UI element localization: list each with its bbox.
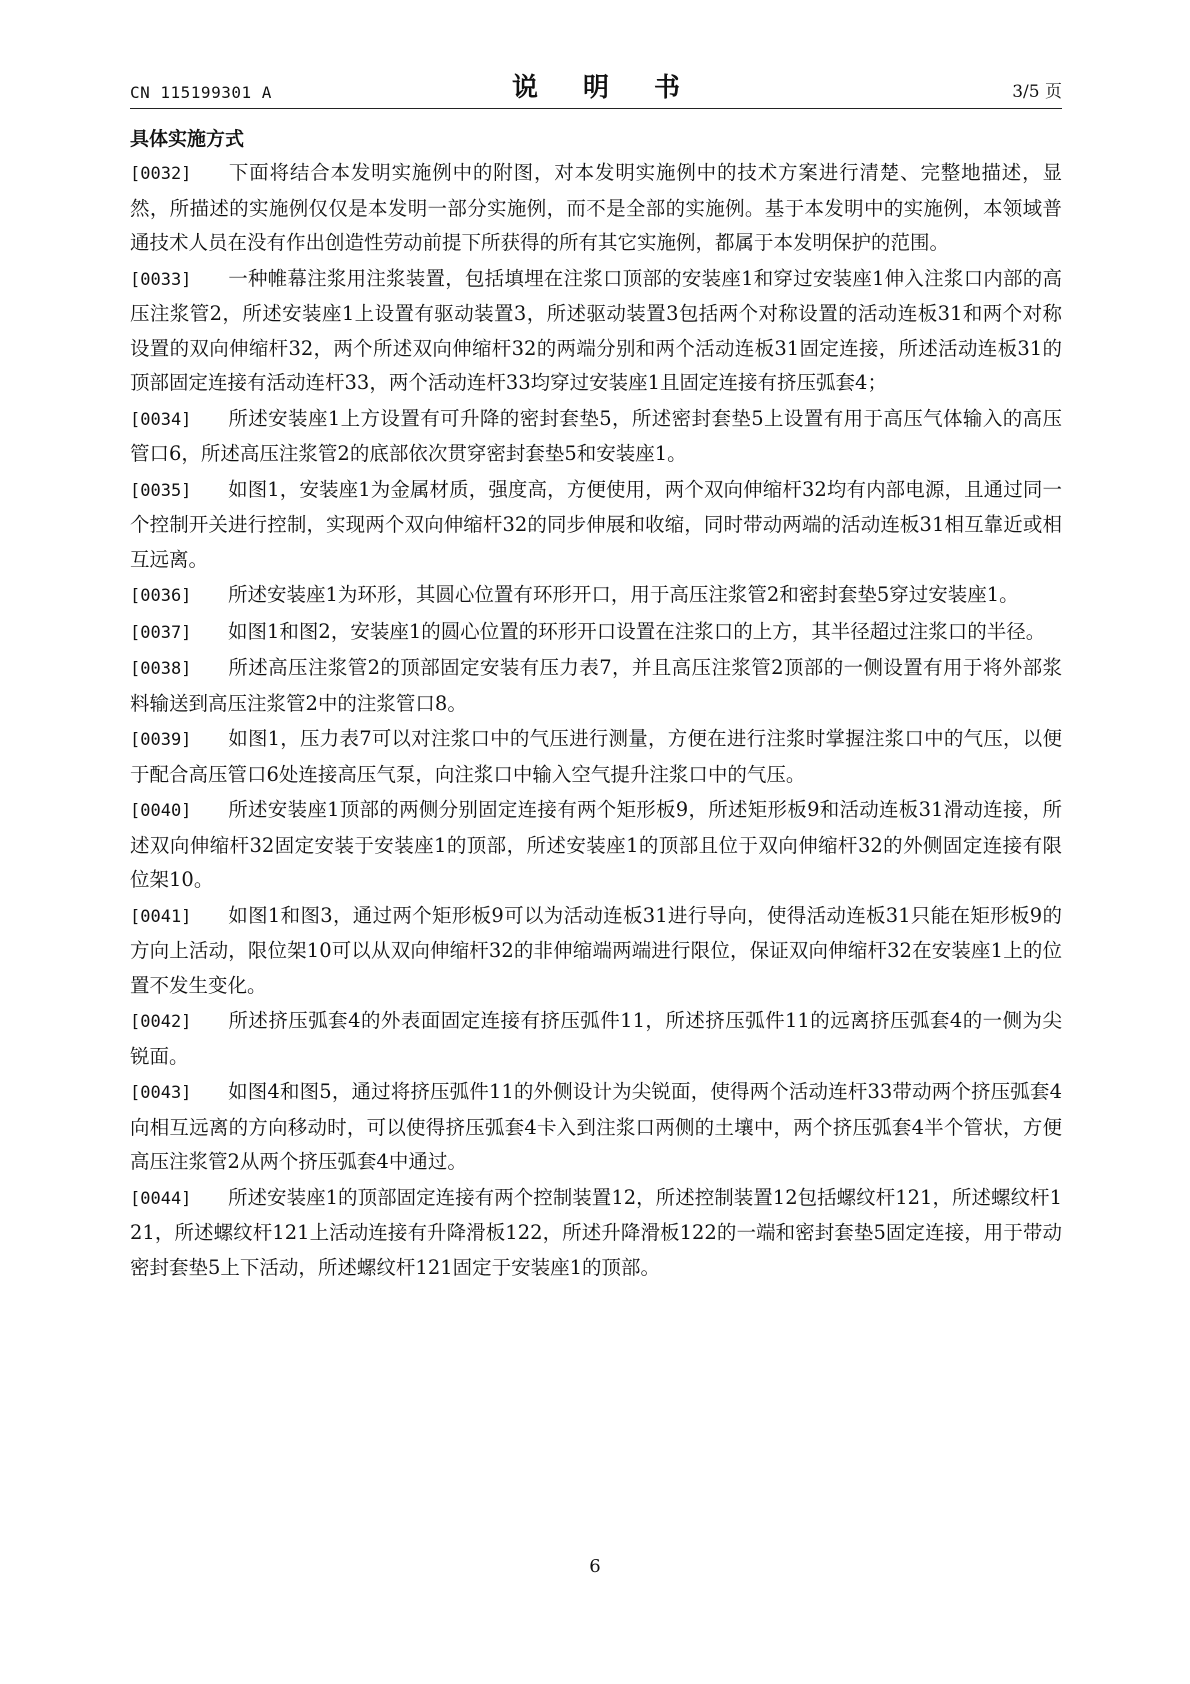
paragraph-number: [0039] bbox=[130, 730, 192, 750]
page-of-total: 3/5 页 bbox=[1012, 82, 1062, 102]
paragraph-text: 所述安装座1为环形，其圆心位置有环形开口，用于高压注浆管2和密封套垫5穿过安装座1。 bbox=[228, 583, 1019, 606]
paragraph-0036 bbox=[130, 578, 1062, 614]
paragraph-0038 bbox=[130, 651, 1062, 721]
page-header bbox=[130, 62, 1062, 109]
paragraph-number: [0043] bbox=[130, 1083, 192, 1103]
paragraph-number: [0044] bbox=[130, 1188, 192, 1209]
paragraph-text: 下面将结合本发明实施例中的附图，对本发明实施例中的技术方案进行清楚、完整地描述，显然，所描述的实施例仅仅是本发明一部分实施例，而不是全部的实施例。基于本发明中的实施例，本领域普通技术人员在没有作出创造性劳动前提下所获得的所有其它实施例，都属于本发明保护的范围。 bbox=[130, 161, 1062, 254]
paragraph-number: [0042] bbox=[130, 1012, 192, 1032]
paragraph-number: [0035] bbox=[130, 480, 192, 501]
paragraph-0035 bbox=[130, 473, 1062, 578]
publication-number: CN 115199301 A bbox=[130, 83, 272, 102]
paragraph-number: [0032] bbox=[130, 164, 192, 184]
paragraph-0042 bbox=[130, 1004, 1062, 1074]
paragraph-text: 所述挤压弧套4的外表面固定连接有挤压弧件11，所述挤压弧件11的远离挤压弧套4的一侧为尖锐面。 bbox=[130, 1009, 1062, 1068]
paragraph-text: 所述高压注浆管2的顶部固定安装有压力表7，并且高压注浆管2顶部的一侧设置有用于将外部浆料输送到高压注浆管2中的注浆管口8。 bbox=[130, 656, 1062, 715]
paragraph-0037 bbox=[130, 615, 1062, 651]
paragraph-text: 如图1，压力表7可以对注浆口中的气压进行测量，方便在进行注浆时掌握注浆口中的气压，以便于配合高压管口6处连接高压气泵，向注浆口中输入空气提升注浆口中的气压。 bbox=[130, 727, 1062, 786]
page-number: 6 bbox=[589, 1556, 601, 1577]
paragraph-text: 如图1，安装座1为金属材质，强度高，方便使用，两个双向伸缩杆32均有内部电源，且通过同一个控制开关进行控制，实现两个双向伸缩杆32的同步伸展和收缩，同时带动两端的活动连板31相互靠近或相互远离。 bbox=[130, 477, 1062, 571]
section-heading: 具体实施方式 bbox=[130, 128, 245, 150]
paragraph-0034 bbox=[130, 402, 1062, 472]
paragraph-0041 bbox=[130, 899, 1062, 1004]
paragraph-text: 一种帷幕注浆用注浆装置，包括填埋在注浆口顶部的安装座1和穿过安装座1伸入注浆口内部的高压注浆管2，所述安装座1上设置有驱动装置3，所述驱动装置3包括两个对称设置的活动连板31和两个对称设置的双向伸缩杆32，两个所述双向伸缩杆32的两端分别和两个活动连板31固定连接，所述活动连板31的顶部固定连接有活动连杆33，两个活动连杆33均穿过安装座1且固定连接有挤压弧套4； bbox=[130, 266, 1062, 394]
paragraph-text: 如图1和图3，通过两个矩形板9可以为活动连板31进行导向，使得活动连板31只能在矩形板9的方向上活动，限位架10可以从双向伸缩杆32的非伸缩端两端进行限位，保证双向伸缩杆32在安装座1上的位置不发生变化。 bbox=[130, 903, 1062, 997]
paragraph-number: [0040] bbox=[130, 801, 192, 821]
paragraph-text: 所述安装座1的顶部固定连接有两个控制装置12，所述控制装置12包括螺纹杆121，所述螺纹杆121，所述螺纹杆121上活动连接有升降滑板122，所述升降滑板122的一端和密封套垫5固定连接，用于带动密封套垫5上下活动，所述螺纹杆121固定于安装座1的顶部。 bbox=[130, 1185, 1062, 1279]
paragraph-text: 所述安装座1顶部的两侧分别固定连接有两个矩形板9，所述矩形板9和活动连板31滑动连接，所述双向伸缩杆32固定安装于安装座1的顶部，所述安装座1的顶部且位于双向伸缩杆32的外侧固定连接有限位架10。 bbox=[130, 798, 1062, 891]
paragraph-number: [0034] bbox=[130, 409, 192, 430]
paragraph-text: 所述安装座1上方设置有可升降的密封套垫5，所述密封套垫5上设置有用于高压气体输入的高压管口6，所述高压注浆管2的底部依次贯穿密封套垫5和安装座1。 bbox=[130, 406, 1062, 465]
paragraph-0032 bbox=[130, 156, 1062, 261]
paragraph-0033 bbox=[130, 262, 1062, 401]
paragraph-number: [0038] bbox=[130, 659, 192, 679]
paragraph-0044 bbox=[130, 1181, 1062, 1286]
paragraph-number: [0033] bbox=[130, 269, 192, 290]
paragraph-number: [0037] bbox=[130, 622, 192, 643]
paragraph-0039 bbox=[130, 722, 1062, 792]
paragraph-0043 bbox=[130, 1075, 1062, 1180]
document-body bbox=[130, 122, 1062, 1286]
paragraph-text: 如图4和图5，通过将挤压弧件11的外侧设计为尖锐面，使得两个活动连杆33带动两个挤压弧套4向相互远离的方向移动时，可以使得挤压弧套4卡入到注浆口两侧的土壤中，两个挤压弧套4半个管状，方便高压注浆管2从两个挤压弧套4中通过。 bbox=[130, 1080, 1062, 1173]
paragraph-text: 如图1和图2，安装座1的圆心位置的环形开口设置在注浆口的上方，其半径超过注浆口的半径。 bbox=[228, 619, 1046, 643]
document-title: 说 明 书 bbox=[511, 73, 699, 103]
paragraph-0040 bbox=[130, 793, 1062, 898]
paragraph-number: [0041] bbox=[130, 906, 192, 927]
paragraph-number: [0036] bbox=[130, 586, 192, 606]
